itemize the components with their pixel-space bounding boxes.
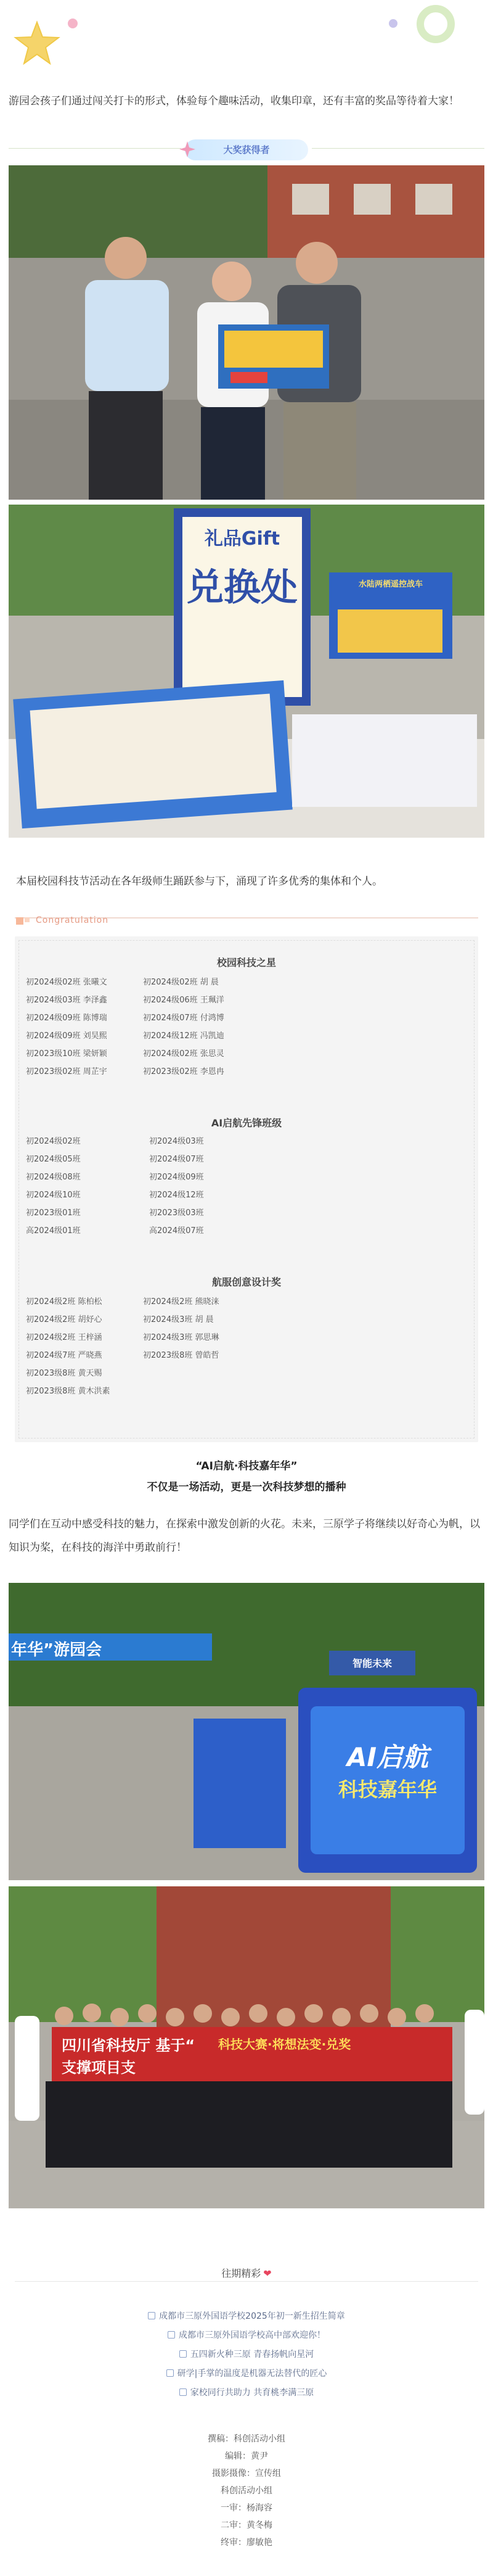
past-link-label: 研学|手掌的温度是机器无法替代的匠心	[177, 2369, 327, 2379]
credit-second-review: 二审：黄冬梅	[221, 2520, 272, 2530]
list-item: 初2024级09班	[149, 1173, 204, 1182]
list-item: 初2024级12班	[149, 1191, 204, 1200]
sign-top-text: 智能未来	[352, 1657, 392, 1669]
list-item: 初2024级2班 熊晓涞	[143, 1297, 219, 1307]
list-item: 初2024级05班	[26, 1155, 81, 1164]
past-link-2[interactable]	[0, 2329, 493, 2342]
group-banner-line2: 支撑项目支	[62, 2059, 136, 2076]
slogan-subtitle: 不仅是一场活动，更是一次科技梦想的播种	[147, 1481, 346, 1493]
pink-dot-decoration	[68, 19, 78, 28]
list-item: 初2023级10班 梁妍颖	[26, 1049, 107, 1059]
group-banner-line1: 四川省科技厅 基于“	[62, 2037, 195, 2054]
award-tag-label: 大奖获得者	[223, 144, 270, 155]
list-item: 初2024级3班 胡 晨	[143, 1315, 214, 1324]
sign-main-text: AI启航	[346, 1742, 429, 1772]
list-item: 初2023级02班 李恩冉	[143, 1067, 224, 1076]
carnival-sign-photo	[9, 1583, 484, 1880]
summary-paragraph: 本届校园科技节活动在各年级师生踊跃参与下，涌现了许多优秀的集体和个人。	[16, 875, 383, 888]
heart-icon: ❤	[263, 2268, 272, 2279]
list-item: 初2024级02班 张曦文	[26, 978, 107, 987]
list-item: 初2024级09班 刘昊熙	[26, 1031, 107, 1041]
list-item: 初2024级2班 陈柏松	[26, 1297, 102, 1307]
past-link-label: 家校同行共助力 共育桃李满三原	[190, 2388, 314, 2398]
list-item: 初2024级03班	[149, 1137, 204, 1146]
lavender-dot-decoration	[389, 19, 397, 28]
list-item: 初2024级12班 冯凯迪	[143, 1031, 224, 1041]
past-highlights-title	[0, 2266, 493, 2280]
list-item: 高2024级01班	[26, 1226, 81, 1236]
pilot-section-title: AI启航先锋班级	[211, 1117, 282, 1129]
list-item: 高2024级07班	[149, 1226, 204, 1236]
past-link-1[interactable]	[0, 2310, 493, 2323]
list-item: 初2023级8班 黄天赐	[26, 1369, 102, 1378]
link-icon	[179, 2350, 187, 2358]
link-icon	[166, 2369, 174, 2377]
credit-photography: 摄影摄像：宣传组	[212, 2469, 281, 2479]
list-item: 初2024级2班 胡妤心	[26, 1315, 102, 1324]
list-item: 初2024级02班 胡 晨	[143, 978, 219, 987]
list-item: 初2024级3班 郭思琳	[143, 1333, 219, 1342]
divider-right	[312, 148, 484, 149]
past-link-label: 成都市三原外国语学校高中部欢迎你！	[179, 2330, 325, 2340]
gift-sign-line1: 礼品Gift	[204, 528, 280, 550]
list-item: 初2023级03班	[149, 1208, 204, 1218]
list-item: 初2024级07班	[149, 1155, 204, 1164]
past-link-3[interactable]	[0, 2348, 493, 2361]
list-item: 初2024级03班 李泽鑫	[26, 996, 107, 1005]
divider-left	[9, 148, 181, 149]
congrats-label: Congratulation	[36, 915, 109, 925]
slogan-title: “AI启航·科技嘉年华”	[195, 1460, 298, 1472]
list-item: 初2024级09班 陈博瑞	[26, 1013, 107, 1023]
past-link-5[interactable]	[0, 2386, 493, 2400]
list-item: 初2023级8班 曾皓哲	[143, 1351, 219, 1360]
design-section-title: 航服创意设计奖	[211, 1276, 281, 1288]
sparkle-star-icon	[179, 141, 196, 158]
list-item	[143, 1382, 260, 1400]
group-photo	[9, 1886, 484, 2208]
carnival-banner-text: 年华”游园会	[11, 1641, 102, 1659]
list-item: 初2024级2班 王梓涵	[26, 1333, 102, 1342]
list-item: 初2023级8班 黄木洪素	[26, 1387, 110, 1396]
credit-group: 科创活动小组	[221, 2486, 272, 2496]
congrats-marker	[16, 917, 23, 925]
gift-exchange-photo	[9, 505, 484, 838]
list-item: 初2024级08班	[26, 1173, 81, 1182]
stars-list	[26, 973, 260, 1081]
link-icon	[179, 2388, 187, 2396]
green-ring-decoration	[417, 5, 455, 43]
credit-first-review: 一审：杨海容	[221, 2503, 272, 2513]
past-link-label: 成都市三原外国语学校2025年初一新生招生简章	[159, 2311, 345, 2321]
list-item: 初2024级06班 王珮洋	[143, 996, 224, 1005]
award-winner-tag	[185, 139, 308, 160]
past-highlights-label: 往期精彩	[221, 2268, 261, 2279]
list-item: 初2023级01班	[26, 1208, 81, 1218]
list-item: 初2024级7班 严晓燕	[26, 1351, 102, 1360]
past-link-4[interactable]	[0, 2367, 493, 2380]
prize-box-label: 水陆两栖遥控战车	[358, 580, 423, 589]
gift-sign-line2: 兑换处	[187, 566, 298, 609]
past-link-label: 五四新火种三原 青春扬帆向星河	[190, 2350, 314, 2359]
credit-writer: 撰稿：科创活动小组	[208, 2434, 285, 2444]
list-item: 初2024级02班 张思灵	[143, 1049, 224, 1059]
congrats-marker-small	[25, 917, 30, 922]
pilot-list	[26, 1133, 272, 1240]
sign-sub-text: 科技嘉年华	[338, 1778, 437, 1801]
list-item: 初2023级02班 周芷宇	[26, 1067, 107, 1076]
link-icon	[148, 2312, 155, 2319]
outro-paragraph: 同学们在互动中感受科技的魅力，在探索中激发创新的火花。未来，三原学子将继续以好奇心为帆，以知识为桨，在科技的海洋中勇敢前行！	[9, 1518, 480, 1554]
list-item	[143, 1364, 260, 1382]
group-banner-highlight: 科技大赛·将想法变·兑奖	[218, 2037, 351, 2052]
list-item: 初2024级02班	[26, 1137, 81, 1146]
design-list	[26, 1293, 260, 1400]
list-item: 初2024级10班	[26, 1191, 81, 1200]
past-highlights-divider	[15, 2281, 478, 2282]
intro-paragraph: 游园会孩子们通过闯关打卡的形式，体验每个趣味活动，收集印章，还有丰富的奖品等待着大家！	[9, 95, 459, 107]
stars-section-title: 校园科技之星	[216, 957, 276, 968]
list-item: 初2024级07班 付鸿博	[143, 1013, 224, 1023]
award-winners-photo	[9, 165, 484, 500]
credit-final-review: 终审：廖敏艳	[221, 2538, 272, 2548]
link-icon	[168, 2331, 175, 2339]
star-decoration-icon	[14, 20, 60, 67]
credit-editor: 编辑：黄尹	[225, 2451, 268, 2461]
awards-panel	[15, 936, 478, 1442]
